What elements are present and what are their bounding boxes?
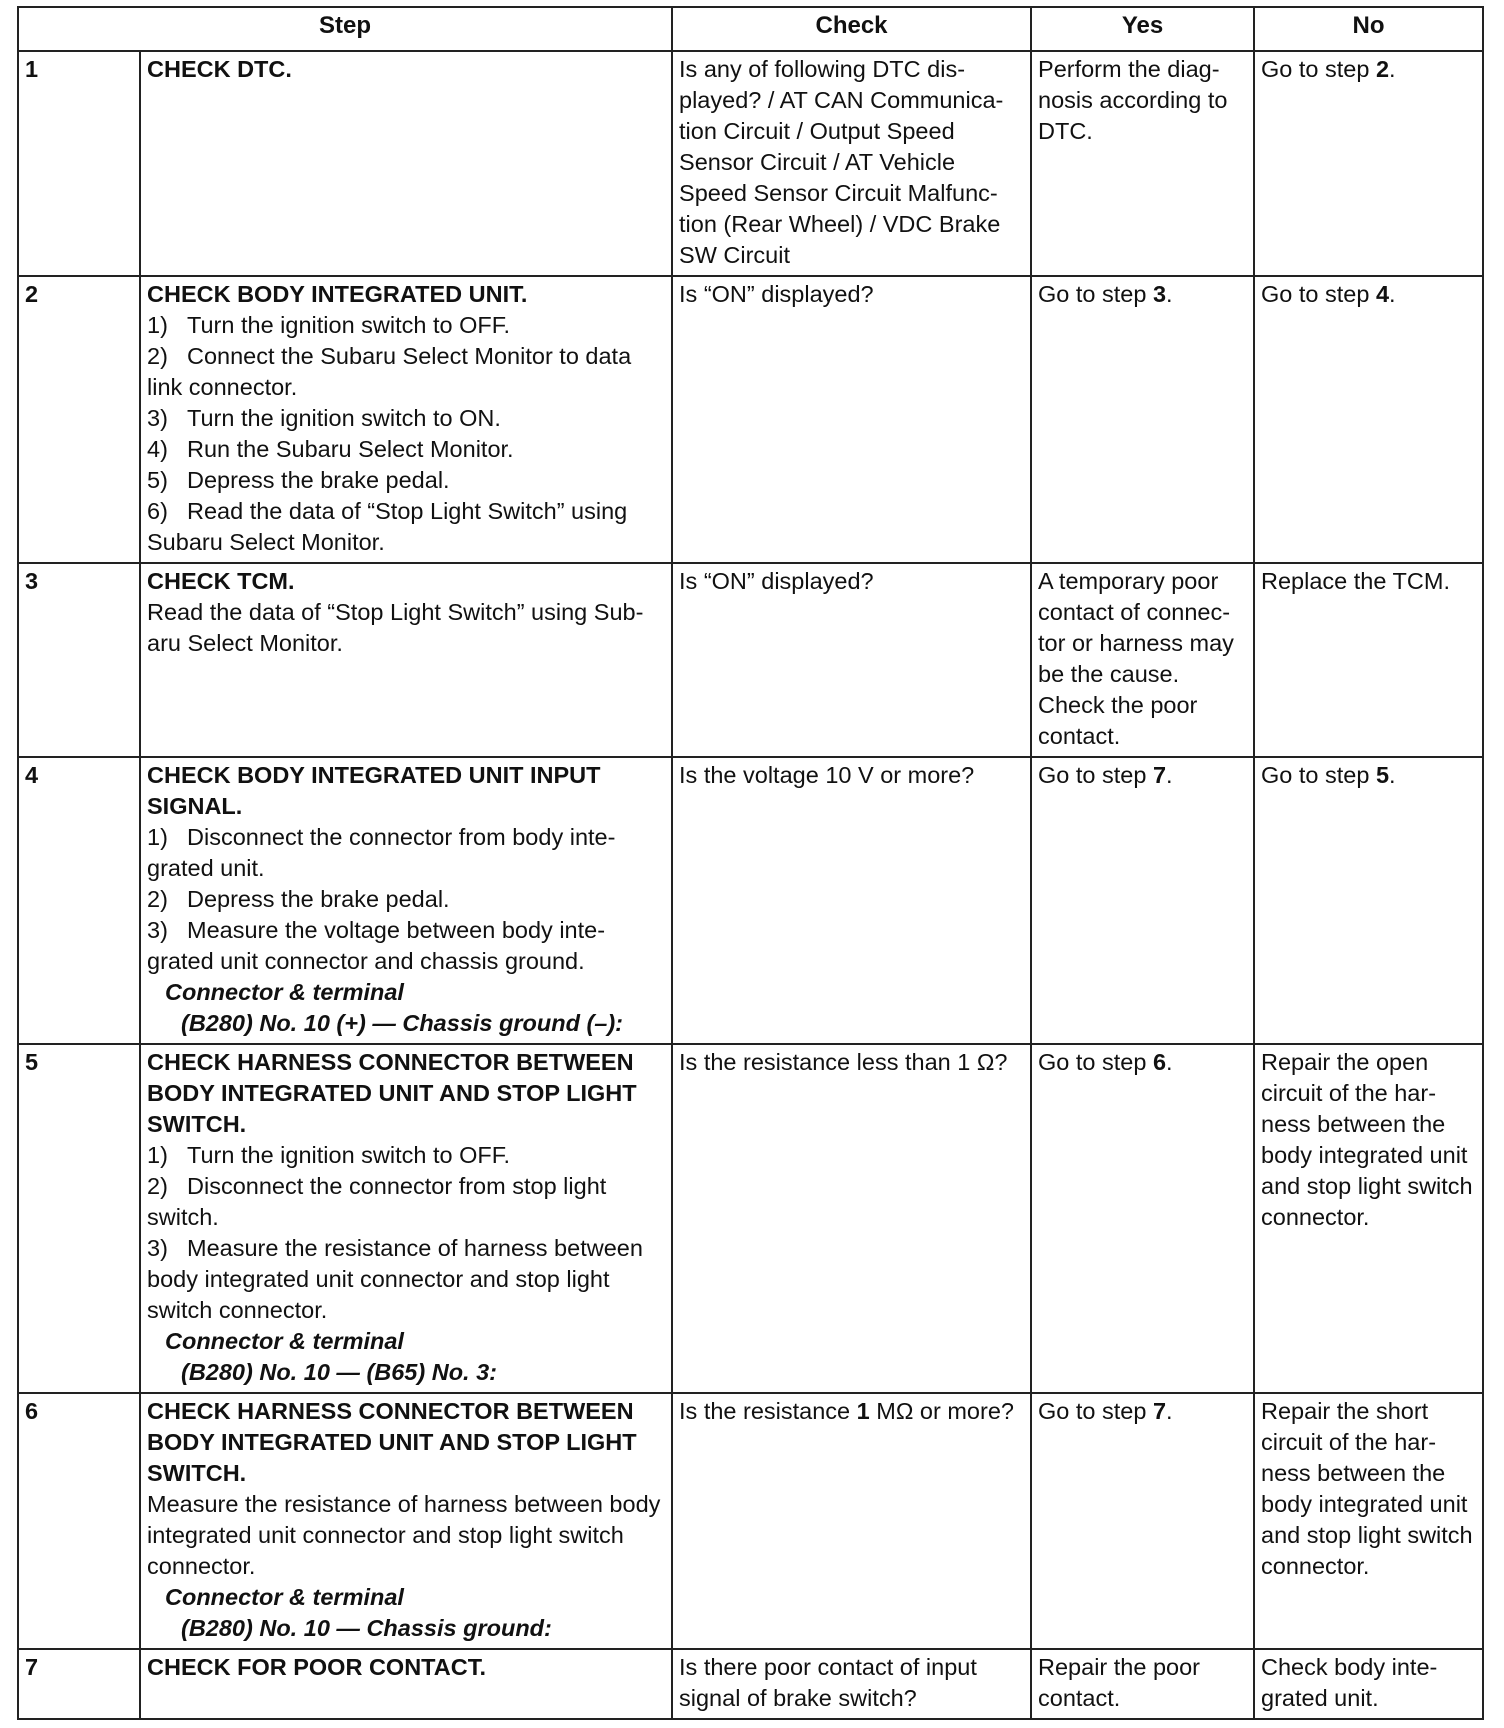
step-instruction: 4) Run the Subaru Select Monitor.: [147, 436, 514, 462]
step-ref: 4: [1375, 281, 1390, 307]
step-cell: [140, 1393, 672, 1649]
no-cell: Repair the open circuit of the har-ness between the body integrated unit and stop light switch connector.: [1254, 1044, 1483, 1393]
check-cell: Is “ON” displayed?: [672, 276, 1031, 563]
step-ref: 7: [1152, 762, 1167, 788]
yes-cell: A temporary poor contact of connec-tor or harness may be the cause. Check the poor contact.: [1031, 563, 1254, 757]
check-cell: Is the voltage 10 V or more?: [672, 757, 1031, 1044]
step-cell: [140, 757, 672, 1044]
no-cell: [1254, 51, 1483, 276]
yes-cell: Go to step 7.: [1031, 1393, 1254, 1649]
connector-terminal-value: (B280) No. 10 — Chassis ground:: [181, 1615, 552, 1641]
check-cell: Is the resistance less than 1 Ω?: [672, 1044, 1031, 1393]
step-instruction: 1) Disconnect the connector from body inte-grated unit.: [147, 824, 616, 881]
connector-terminal-label: Connector & terminal: [165, 1584, 404, 1610]
yes-cell: Go to step 3.: [1031, 276, 1254, 563]
step-cell: [140, 51, 672, 276]
table-row: [18, 276, 1483, 563]
header-step: Step: [18, 7, 672, 51]
step-ref: 7: [1152, 1398, 1167, 1424]
step-ref: 2: [1375, 56, 1390, 82]
step-title: CHECK HARNESS CONNECTOR BETWEEN BODY INTEGRATED UNIT AND STOP LIGHT SWITCH.: [147, 1049, 637, 1137]
step-instruction: Read the data of “Stop Light Switch” using Sub-aru Select Monitor.: [147, 599, 644, 656]
yes-cell: Go to step 7.: [1031, 757, 1254, 1044]
check-cell: Is there poor contact of input signal of brake switch?: [672, 1649, 1031, 1719]
step-instruction: 1) Turn the ignition switch to OFF.: [147, 1142, 511, 1168]
step-number: 7: [18, 1649, 140, 1719]
step-instruction: 5) Depress the brake pedal.: [147, 467, 450, 493]
step-cell: [140, 1044, 672, 1393]
yes-cell: Perform the diag-nosis according to DTC.: [1031, 51, 1254, 276]
step-title: CHECK TCM.: [147, 568, 295, 594]
step-instruction: 2) Depress the brake pedal.: [147, 886, 450, 912]
no-cell: Go to step 4.: [1254, 276, 1483, 563]
step-title: CHECK BODY INTEGRATED UNIT INPUT SIGNAL.: [147, 762, 601, 819]
step-instruction: 3) Turn the ignition switch to ON.: [147, 405, 501, 431]
connector-terminal-label: Connector & terminal: [165, 979, 404, 1005]
step-title: CHECK FOR POOR CONTACT.: [147, 1654, 487, 1680]
step-number: 2: [18, 276, 140, 563]
connector-terminal-label: Connector & terminal: [165, 1328, 404, 1354]
step-instruction: Measure the resistance of harness between body integrated unit connector and stop light switch connector.: [147, 1491, 661, 1579]
yes-cell: Go to step 6.: [1031, 1044, 1254, 1393]
step-title: CHECK DTC.: [147, 56, 292, 82]
step-ref: 5: [1375, 762, 1390, 788]
step-instruction: 1) Turn the ignition switch to OFF.: [147, 312, 511, 338]
step-number: 1: [18, 51, 140, 276]
step-cell: [140, 1649, 672, 1719]
check-cell: Is the resistance 1 MΩ or more?: [672, 1393, 1031, 1649]
step-instruction: 6) Read the data of “Stop Light Switch” using Subaru Select Monitor.: [147, 498, 628, 555]
table-row: [18, 1044, 1483, 1393]
no-cell: Repair the short circuit of the har-ness between the body integrated unit and stop light switch connector.: [1254, 1393, 1483, 1649]
table-row: [18, 757, 1483, 1044]
connector-terminal-value: (B280) No. 10 — (B65) No. 3:: [181, 1359, 498, 1385]
header-check: Check: [672, 7, 1031, 51]
step-cell: [140, 276, 672, 563]
table-row: [18, 51, 1483, 276]
step-cell: [140, 563, 672, 757]
step-number: 5: [18, 1044, 140, 1393]
check-cell: Is any of following DTC dis-played? / AT CAN Communica-tion Circuit / Output Speed Sensor Circuit / AT Vehicle Speed Sensor Circuit Malfunc-tion (Rear Wheel) / VDC Brake SW Circuit: [672, 51, 1031, 276]
no-cell: Check body inte-grated unit.: [1254, 1649, 1483, 1719]
header-no: No: [1254, 7, 1483, 51]
header-yes: Yes: [1031, 7, 1254, 51]
step-instruction: 3) Measure the resistance of harness between body integrated unit connector and stop light switch connector.: [147, 1235, 643, 1323]
header-row: [18, 7, 1483, 51]
step-number: 4: [18, 757, 140, 1044]
check-cell: Is “ON” displayed?: [672, 563, 1031, 757]
step-number: 6: [18, 1393, 140, 1649]
step-title: CHECK BODY INTEGRATED UNIT.: [147, 281, 528, 307]
step-number: 3: [18, 563, 140, 757]
no-cell: Replace the TCM.: [1254, 563, 1483, 757]
table-row: [18, 1649, 1483, 1719]
no-text: Go to step: [1261, 56, 1376, 82]
connector-terminal-value: (B280) No. 10 (+) — Chassis ground (–):: [181, 1010, 624, 1036]
step-instruction: 2) Disconnect the connector from stop light switch.: [147, 1173, 607, 1230]
table-row: [18, 1393, 1483, 1649]
no-cell: Go to step 5.: [1254, 757, 1483, 1044]
step-ref: 3: [1152, 281, 1167, 307]
step-ref: 6: [1152, 1049, 1167, 1075]
no-punct: .: [1389, 56, 1396, 82]
step-instruction: 3) Measure the voltage between body inte-grated unit connector and chassis ground.: [147, 917, 606, 974]
diagnostic-table: [17, 6, 1484, 1720]
yes-cell: Repair the poor contact.: [1031, 1649, 1254, 1719]
step-instruction: 2) Connect the Subaru Select Monitor to data link connector.: [147, 343, 632, 400]
step-title: CHECK HARNESS CONNECTOR BETWEEN BODY INTEGRATED UNIT AND STOP LIGHT SWITCH.: [147, 1398, 637, 1486]
table-row: [18, 563, 1483, 757]
